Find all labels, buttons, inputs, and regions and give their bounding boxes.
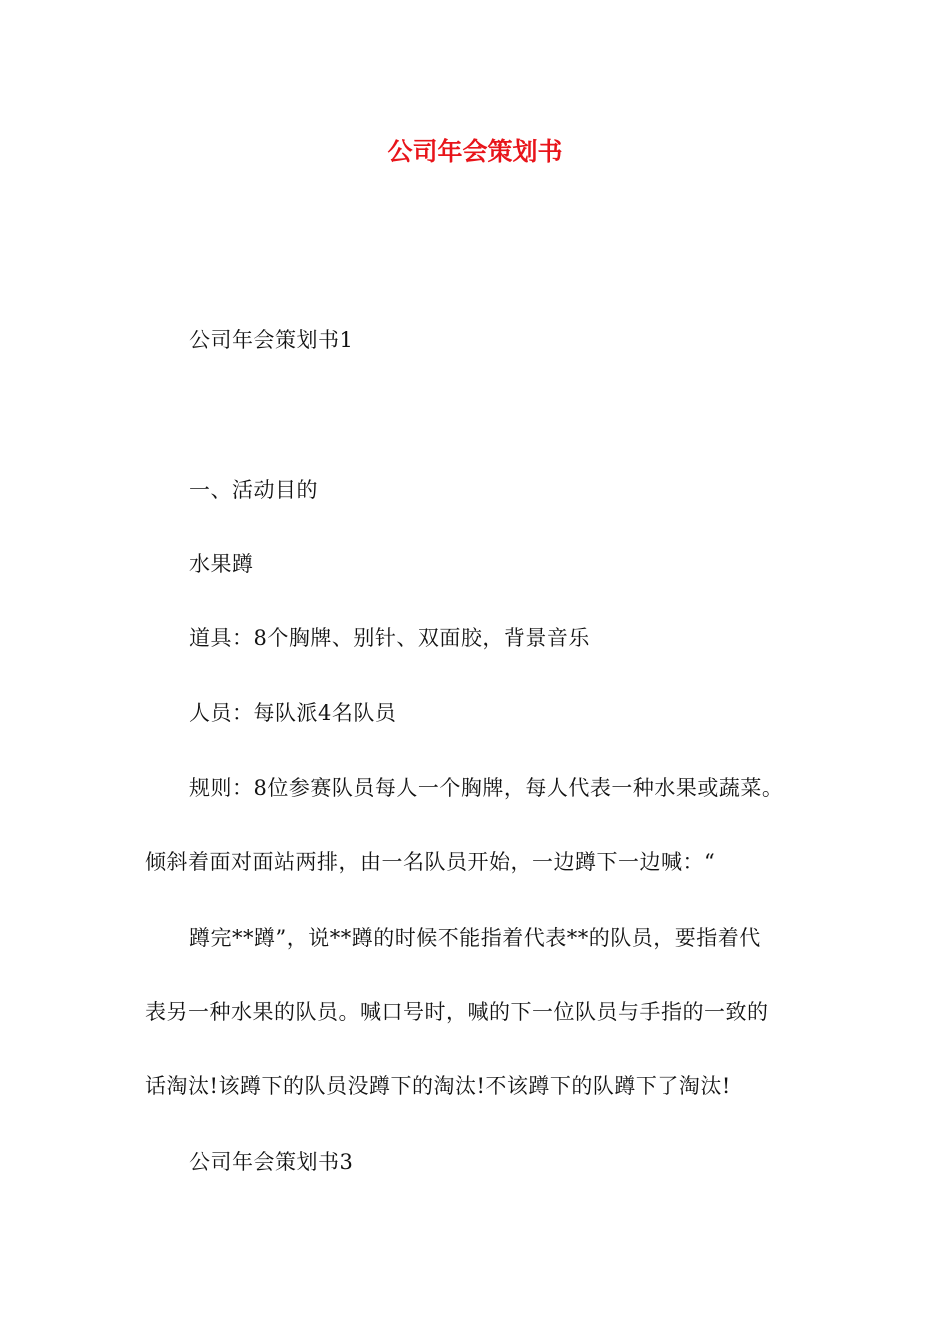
paragraph-line: 道具：8个胸牌、别针、双面胶，背景音乐 xyxy=(189,626,590,650)
section-heading: 公司年会策划书1 xyxy=(189,328,354,352)
paragraph-line: 规则：8位参赛队员每人一个胸牌，每人代表一种水果或蔬菜。 xyxy=(189,776,784,800)
paragraph-line: 水果蹲 xyxy=(189,552,254,576)
paragraph-line: 人员：每队派4名队员 xyxy=(189,701,397,725)
paragraph-line: 一、活动目的 xyxy=(189,478,318,502)
paragraph-line: 话淘汰!该蹲下的队员没蹲下的淘汰!不该蹲下的队蹲下了淘汰! xyxy=(145,1074,731,1098)
section-heading: 公司年会策划书3 xyxy=(189,1150,354,1174)
paragraph-line: 倾斜着面对面站两排，由一名队员开始，一边蹲下一边喊：“ xyxy=(145,850,716,874)
document-title: 公司年会策划书 xyxy=(387,137,563,166)
paragraph-line: 蹲完**蹲”，说**蹲的时候不能指着代表**的队员，要指着代 xyxy=(189,926,761,950)
paragraph-line: 表另一种水果的队员。喊口号时，喊的下一位队员与手指的一致的 xyxy=(145,1000,769,1024)
